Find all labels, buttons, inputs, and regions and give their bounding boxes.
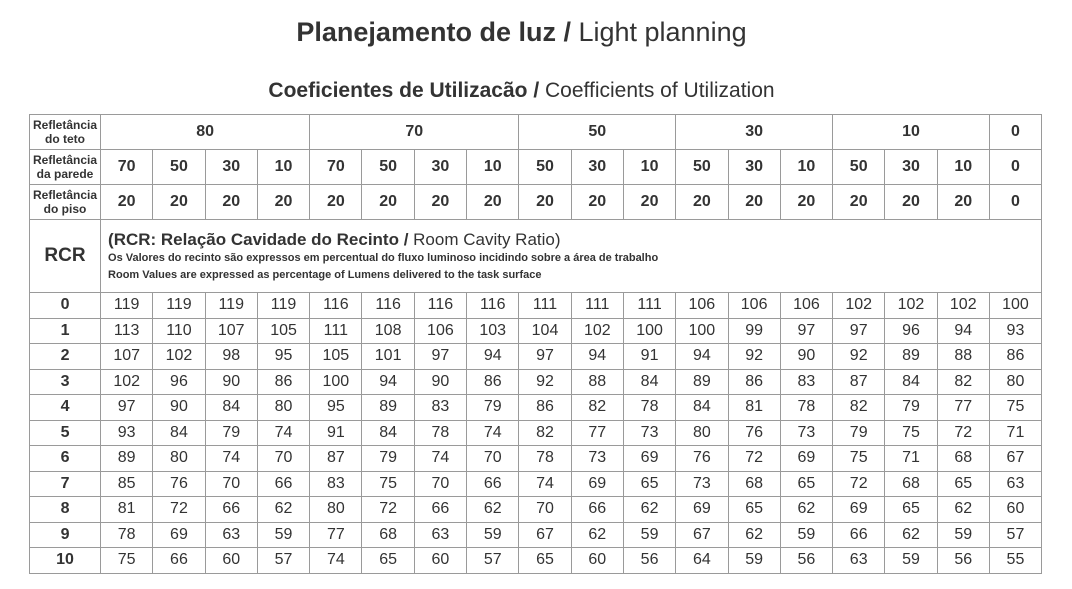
utilization-coefficient-cell: 70	[519, 497, 571, 523]
utilization-coefficient-cell: 69	[571, 471, 623, 497]
utilization-coefficient-cell: 65	[885, 497, 937, 523]
floor-reflectance-value: 20	[676, 185, 728, 220]
rcr-description-portuguese: Os Valores do recinto são expressos em percentual do fluxo luminoso incidindo sobre a área de trabalho	[108, 251, 659, 264]
utilization-coefficient-cell: 63	[833, 548, 885, 574]
wall-reflectance-label	[30, 150, 101, 185]
utilization-coefficient-cell: 59	[467, 522, 519, 548]
floor-reflectance-value: 20	[833, 185, 885, 220]
utilization-coefficient-cell: 72	[728, 446, 780, 472]
utilization-coefficient-cell: 97	[833, 318, 885, 344]
utilization-coefficient-cell: 81	[728, 395, 780, 421]
utilization-coefficient-cell: 65	[728, 497, 780, 523]
utilization-coefficient-cell: 87	[310, 446, 362, 472]
utilization-coefficient-cell: 102	[101, 369, 153, 395]
utilization-coefficient-cell: 106	[728, 293, 780, 319]
utilization-coefficient-cell: 95	[310, 395, 362, 421]
utilization-coefficient-cell: 119	[205, 293, 257, 319]
utilization-coefficient-cell: 96	[153, 369, 205, 395]
wall-reflectance-value: 30	[205, 150, 257, 185]
utilization-coefficient-cell: 59	[937, 522, 989, 548]
utilization-coefficient-cell: 110	[153, 318, 205, 344]
utilization-coefficient-cell: 88	[571, 369, 623, 395]
utilization-coefficient-cell: 78	[414, 420, 466, 446]
utilization-coefficient-cell: 83	[414, 395, 466, 421]
floor-reflectance-value: 20	[571, 185, 623, 220]
utilization-coefficient-cell: 67	[519, 522, 571, 548]
table-row	[30, 293, 1042, 319]
wall-reflectance-value: 50	[153, 150, 205, 185]
utilization-coefficient-cell: 59	[623, 522, 675, 548]
floor-reflectance-value: 20	[937, 185, 989, 220]
utilization-coefficient-cell: 116	[467, 293, 519, 319]
utilization-coefficient-cell: 57	[989, 522, 1041, 548]
utilization-coefficient-cell: 80	[257, 395, 309, 421]
utilization-coefficient-cell: 119	[257, 293, 309, 319]
utilization-coefficient-cell: 107	[205, 318, 257, 344]
utilization-coefficient-cell: 74	[414, 446, 466, 472]
ceiling-reflectance-label	[30, 115, 101, 150]
rcr-value: 6	[30, 446, 101, 472]
table-row	[30, 522, 1042, 548]
utilization-coefficient-cell: 74	[467, 420, 519, 446]
page-title-rest: Light planning	[570, 17, 747, 47]
wall-reflectance-value: 30	[571, 150, 623, 185]
utilization-coefficient-cell: 102	[937, 293, 989, 319]
utilization-coefficient-cell: 62	[937, 497, 989, 523]
utilization-coefficient-cell: 81	[101, 497, 153, 523]
table-row	[30, 497, 1042, 523]
utilization-coefficient-cell: 111	[310, 318, 362, 344]
utilization-coefficient-cell: 78	[623, 395, 675, 421]
utilization-coefficient-cell: 98	[205, 344, 257, 370]
wall-reflectance-value: 10	[937, 150, 989, 185]
utilization-coefficient-cell: 72	[833, 471, 885, 497]
ceiling-reflectance-value: 10	[833, 115, 990, 150]
utilization-coefficient-cell: 90	[780, 344, 832, 370]
rcr-heading-bold: (RCR: Relação Cavidade do Recinto /	[108, 229, 409, 249]
wall-reflectance-value: 50	[362, 150, 414, 185]
utilization-coefficient-cell: 80	[676, 420, 728, 446]
utilization-coefficient-cell: 89	[885, 344, 937, 370]
utilization-coefficient-cell: 69	[676, 497, 728, 523]
floor-reflectance-value: 20	[257, 185, 309, 220]
utilization-coefficient-cell: 94	[571, 344, 623, 370]
floor-reflectance-value: 20	[310, 185, 362, 220]
utilization-coefficient-cell: 100	[676, 318, 728, 344]
utilization-coefficient-cell: 119	[153, 293, 205, 319]
coefficients-table	[29, 114, 1042, 574]
utilization-coefficient-cell: 65	[937, 471, 989, 497]
utilization-coefficient-cell: 79	[362, 446, 414, 472]
utilization-coefficient-cell: 75	[833, 446, 885, 472]
utilization-coefficient-cell: 68	[362, 522, 414, 548]
page-title	[0, 14, 1043, 50]
utilization-coefficient-cell: 103	[467, 318, 519, 344]
utilization-coefficient-cell: 111	[519, 293, 571, 319]
utilization-coefficient-cell: 76	[153, 471, 205, 497]
utilization-coefficient-cell: 102	[153, 344, 205, 370]
floor-reflectance-value: 20	[153, 185, 205, 220]
utilization-coefficient-cell: 59	[728, 548, 780, 574]
utilization-coefficient-cell: 92	[519, 369, 571, 395]
utilization-coefficient-cell: 62	[257, 497, 309, 523]
utilization-coefficient-cell: 63	[414, 522, 466, 548]
utilization-coefficient-cell: 68	[937, 446, 989, 472]
page-subtitle-rest: Coefficients of Utilization	[539, 79, 775, 102]
utilization-coefficient-cell: 108	[362, 318, 414, 344]
utilization-coefficient-cell: 60	[571, 548, 623, 574]
utilization-coefficient-cell: 70	[257, 446, 309, 472]
table-row	[30, 369, 1042, 395]
utilization-coefficient-cell: 66	[153, 548, 205, 574]
utilization-coefficient-cell: 75	[101, 548, 153, 574]
utilization-coefficient-cell: 94	[937, 318, 989, 344]
utilization-coefficient-cell: 90	[205, 369, 257, 395]
utilization-coefficient-cell: 92	[728, 344, 780, 370]
rcr-value: 5	[30, 420, 101, 446]
table-row	[30, 344, 1042, 370]
utilization-coefficient-cell: 57	[467, 548, 519, 574]
rcr-value: 8	[30, 497, 101, 523]
utilization-coefficient-cell: 84	[676, 395, 728, 421]
utilization-coefficient-cell: 73	[571, 446, 623, 472]
utilization-coefficient-cell: 67	[676, 522, 728, 548]
rcr-description	[101, 220, 1042, 293]
utilization-coefficient-cell: 104	[519, 318, 571, 344]
utilization-coefficient-cell: 97	[414, 344, 466, 370]
utilization-coefficient-cell: 79	[833, 420, 885, 446]
wall-reflectance-value: 50	[833, 150, 885, 185]
utilization-coefficient-cell: 89	[362, 395, 414, 421]
utilization-coefficient-cell: 72	[937, 420, 989, 446]
ceiling-label-line-2: do teto	[45, 132, 86, 146]
utilization-coefficient-cell: 71	[885, 446, 937, 472]
utilization-coefficient-cell: 77	[310, 522, 362, 548]
utilization-coefficient-cell: 60	[205, 548, 257, 574]
ceiling-reflectance-value: 50	[519, 115, 676, 150]
floor-reflectance-value: 20	[362, 185, 414, 220]
utilization-coefficient-cell: 79	[205, 420, 257, 446]
utilization-coefficient-cell: 97	[101, 395, 153, 421]
floor-reflectance-value: 20	[780, 185, 832, 220]
utilization-coefficient-cell: 111	[571, 293, 623, 319]
utilization-coefficient-cell: 79	[885, 395, 937, 421]
utilization-coefficient-cell: 84	[153, 420, 205, 446]
utilization-coefficient-cell: 100	[310, 369, 362, 395]
utilization-coefficient-cell: 82	[833, 395, 885, 421]
floor-reflectance-label	[30, 185, 101, 220]
utilization-coefficient-cell: 76	[728, 420, 780, 446]
table-row	[30, 420, 1042, 446]
floor-reflectance-row	[30, 185, 1042, 220]
utilization-coefficient-cell: 68	[885, 471, 937, 497]
utilization-coefficient-cell: 62	[885, 522, 937, 548]
utilization-coefficient-cell: 82	[937, 369, 989, 395]
utilization-coefficient-cell: 78	[519, 446, 571, 472]
utilization-coefficient-cell: 66	[205, 497, 257, 523]
rcr-value: 0	[30, 293, 101, 319]
utilization-coefficient-cell: 62	[467, 497, 519, 523]
utilization-coefficient-cell: 70	[414, 471, 466, 497]
utilization-coefficient-cell: 89	[101, 446, 153, 472]
rcr-header: RCR	[30, 220, 101, 293]
utilization-coefficient-cell: 59	[885, 548, 937, 574]
utilization-coefficient-cell: 72	[153, 497, 205, 523]
utilization-coefficient-cell: 86	[989, 344, 1041, 370]
utilization-coefficient-cell: 70	[467, 446, 519, 472]
utilization-coefficient-cell: 97	[519, 344, 571, 370]
utilization-coefficient-cell: 102	[833, 293, 885, 319]
utilization-coefficient-cell: 63	[989, 471, 1041, 497]
floor-reflectance-value: 20	[467, 185, 519, 220]
utilization-coefficient-cell: 100	[989, 293, 1041, 319]
utilization-coefficient-cell: 65	[623, 471, 675, 497]
utilization-coefficient-cell: 65	[519, 548, 571, 574]
utilization-coefficient-cell: 95	[257, 344, 309, 370]
utilization-coefficient-cell: 105	[257, 318, 309, 344]
utilization-coefficient-cell: 60	[414, 548, 466, 574]
utilization-coefficient-cell: 101	[362, 344, 414, 370]
utilization-coefficient-cell: 106	[780, 293, 832, 319]
utilization-coefficient-cell: 78	[780, 395, 832, 421]
wall-reflectance-value: 10	[623, 150, 675, 185]
table-row	[30, 446, 1042, 472]
utilization-coefficient-cell: 74	[519, 471, 571, 497]
utilization-coefficient-cell: 116	[310, 293, 362, 319]
page-subtitle	[0, 77, 1043, 105]
utilization-coefficient-cell: 77	[571, 420, 623, 446]
floor-reflectance-value: 20	[414, 185, 466, 220]
utilization-coefficient-cell: 69	[153, 522, 205, 548]
utilization-coefficient-cell: 94	[676, 344, 728, 370]
utilization-coefficient-cell: 66	[467, 471, 519, 497]
utilization-coefficient-cell: 69	[780, 446, 832, 472]
utilization-coefficient-cell: 67	[989, 446, 1041, 472]
utilization-coefficient-cell: 89	[676, 369, 728, 395]
utilization-coefficient-cell: 82	[571, 395, 623, 421]
utilization-coefficient-cell: 91	[310, 420, 362, 446]
utilization-coefficient-cell: 82	[519, 420, 571, 446]
wall-reflectance-value: 70	[101, 150, 153, 185]
utilization-coefficient-cell: 100	[623, 318, 675, 344]
wall-reflectance-row	[30, 150, 1042, 185]
floor-reflectance-value: 20	[885, 185, 937, 220]
utilization-coefficient-cell: 91	[623, 344, 675, 370]
wall-reflectance-value: 50	[519, 150, 571, 185]
utilization-coefficient-cell: 93	[989, 318, 1041, 344]
utilization-coefficient-cell: 62	[780, 497, 832, 523]
utilization-coefficient-cell: 73	[623, 420, 675, 446]
utilization-coefficient-cell: 107	[101, 344, 153, 370]
table-row	[30, 395, 1042, 421]
utilization-coefficient-cell: 97	[780, 318, 832, 344]
utilization-coefficient-cell: 84	[205, 395, 257, 421]
utilization-coefficient-cell: 77	[937, 395, 989, 421]
utilization-coefficient-cell: 106	[676, 293, 728, 319]
utilization-coefficient-cell: 113	[101, 318, 153, 344]
utilization-coefficient-cell: 78	[101, 522, 153, 548]
rcr-value: 3	[30, 369, 101, 395]
utilization-coefficient-cell: 56	[780, 548, 832, 574]
utilization-coefficient-cell: 93	[101, 420, 153, 446]
page-title-bold: Planejamento de luz /	[296, 17, 571, 47]
floor-label-line-2: do piso	[43, 202, 87, 216]
utilization-coefficient-cell: 80	[153, 446, 205, 472]
utilization-coefficient-cell: 75	[885, 420, 937, 446]
floor-reflectance-value: 0	[989, 185, 1041, 220]
utilization-coefficient-cell: 87	[833, 369, 885, 395]
utilization-coefficient-cell: 65	[362, 548, 414, 574]
utilization-coefficient-cell: 66	[257, 471, 309, 497]
rcr-description-english: Room Values are expressed as percentage of Lumens delivered to the task surface	[108, 268, 542, 281]
utilization-coefficient-cell: 74	[257, 420, 309, 446]
utilization-coefficient-cell: 62	[571, 522, 623, 548]
utilization-coefficient-cell: 80	[989, 369, 1041, 395]
utilization-coefficient-cell: 64	[676, 548, 728, 574]
wall-label-line-2: da parede	[36, 167, 94, 181]
utilization-coefficient-cell: 66	[833, 522, 885, 548]
utilization-coefficient-cell: 84	[885, 369, 937, 395]
ceiling-reflectance-value: 80	[101, 115, 310, 150]
utilization-coefficient-cell: 116	[414, 293, 466, 319]
utilization-coefficient-cell: 62	[728, 522, 780, 548]
floor-reflectance-value: 20	[205, 185, 257, 220]
utilization-coefficient-cell: 75	[362, 471, 414, 497]
utilization-coefficient-cell: 75	[989, 395, 1041, 421]
utilization-coefficient-cell: 119	[101, 293, 153, 319]
rcr-value: 1	[30, 318, 101, 344]
utilization-coefficient-cell: 83	[310, 471, 362, 497]
rcr-description-heading	[108, 229, 1041, 250]
wall-reflectance-value: 30	[728, 150, 780, 185]
utilization-coefficient-cell: 60	[989, 497, 1041, 523]
rcr-value: 4	[30, 395, 101, 421]
rcr-value: 7	[30, 471, 101, 497]
utilization-coefficient-cell: 86	[257, 369, 309, 395]
utilization-coefficient-cell: 66	[414, 497, 466, 523]
wall-reflectance-value: 10	[257, 150, 309, 185]
wall-label-line-1: Refletância	[33, 153, 98, 167]
utilization-coefficient-cell: 73	[780, 420, 832, 446]
utilization-coefficient-cell: 92	[833, 344, 885, 370]
utilization-coefficient-cell: 94	[362, 369, 414, 395]
utilization-coefficient-cell: 102	[885, 293, 937, 319]
rcr-heading-rest: Room Cavity Ratio)	[408, 229, 561, 249]
wall-reflectance-value: 50	[676, 150, 728, 185]
ceiling-reflectance-value: 0	[989, 115, 1041, 150]
rcr-value: 10	[30, 548, 101, 574]
wall-reflectance-value: 10	[467, 150, 519, 185]
utilization-coefficient-cell: 84	[623, 369, 675, 395]
utilization-coefficient-cell: 65	[780, 471, 832, 497]
utilization-coefficient-cell: 56	[937, 548, 989, 574]
utilization-coefficient-cell: 102	[571, 318, 623, 344]
table-row	[30, 318, 1042, 344]
floor-reflectance-value: 20	[728, 185, 780, 220]
utilization-coefficient-cell: 116	[362, 293, 414, 319]
utilization-coefficient-cell: 96	[885, 318, 937, 344]
utilization-coefficient-cell: 99	[728, 318, 780, 344]
rcr-description-row	[30, 220, 1042, 293]
wall-reflectance-value: 30	[885, 150, 937, 185]
utilization-coefficient-cell: 86	[519, 395, 571, 421]
utilization-coefficient-cell: 80	[310, 497, 362, 523]
utilization-coefficient-cell: 74	[205, 446, 257, 472]
wall-reflectance-value: 0	[989, 150, 1041, 185]
floor-reflectance-value: 20	[623, 185, 675, 220]
utilization-coefficient-cell: 73	[676, 471, 728, 497]
table-row	[30, 471, 1042, 497]
utilization-coefficient-cell: 105	[310, 344, 362, 370]
floor-reflectance-value: 20	[101, 185, 153, 220]
utilization-coefficient-cell: 86	[467, 369, 519, 395]
utilization-coefficient-cell: 106	[414, 318, 466, 344]
wall-reflectance-value: 70	[310, 150, 362, 185]
utilization-coefficient-cell: 71	[989, 420, 1041, 446]
utilization-coefficient-cell: 88	[937, 344, 989, 370]
utilization-coefficient-cell: 59	[780, 522, 832, 548]
utilization-coefficient-cell: 59	[257, 522, 309, 548]
wall-reflectance-value: 10	[780, 150, 832, 185]
utilization-coefficient-cell: 86	[728, 369, 780, 395]
utilization-coefficient-cell: 68	[728, 471, 780, 497]
utilization-coefficient-cell: 70	[205, 471, 257, 497]
ceiling-reflectance-value: 70	[310, 115, 519, 150]
floor-label-line-1: Refletância	[33, 188, 98, 202]
utilization-coefficient-cell: 72	[362, 497, 414, 523]
wall-reflectance-value: 30	[414, 150, 466, 185]
utilization-coefficient-cell: 83	[780, 369, 832, 395]
utilization-coefficient-cell: 69	[623, 446, 675, 472]
ceiling-reflectance-row	[30, 115, 1042, 150]
utilization-coefficient-cell: 84	[362, 420, 414, 446]
utilization-coefficient-cell: 90	[414, 369, 466, 395]
rcr-value: 9	[30, 522, 101, 548]
ceiling-reflectance-value: 30	[676, 115, 833, 150]
utilization-coefficient-cell: 79	[467, 395, 519, 421]
rcr-value: 2	[30, 344, 101, 370]
utilization-coefficient-cell: 94	[467, 344, 519, 370]
utilization-coefficient-cell: 66	[571, 497, 623, 523]
utilization-coefficient-cell: 76	[676, 446, 728, 472]
floor-reflectance-value: 20	[519, 185, 571, 220]
utilization-coefficient-cell: 69	[833, 497, 885, 523]
utilization-coefficient-cell: 111	[623, 293, 675, 319]
utilization-coefficient-cell: 55	[989, 548, 1041, 574]
utilization-coefficient-cell: 62	[623, 497, 675, 523]
table-row	[30, 548, 1042, 574]
utilization-coefficient-cell: 56	[623, 548, 675, 574]
utilization-coefficient-cell: 57	[257, 548, 309, 574]
utilization-coefficient-cell: 85	[101, 471, 153, 497]
ceiling-label-line-1: Refletância	[33, 118, 98, 132]
page-subtitle-bold: Coeficientes de Utilizacão /	[268, 79, 540, 102]
utilization-coefficient-cell: 74	[310, 548, 362, 574]
utilization-coefficient-cell: 90	[153, 395, 205, 421]
utilization-coefficient-cell: 63	[205, 522, 257, 548]
